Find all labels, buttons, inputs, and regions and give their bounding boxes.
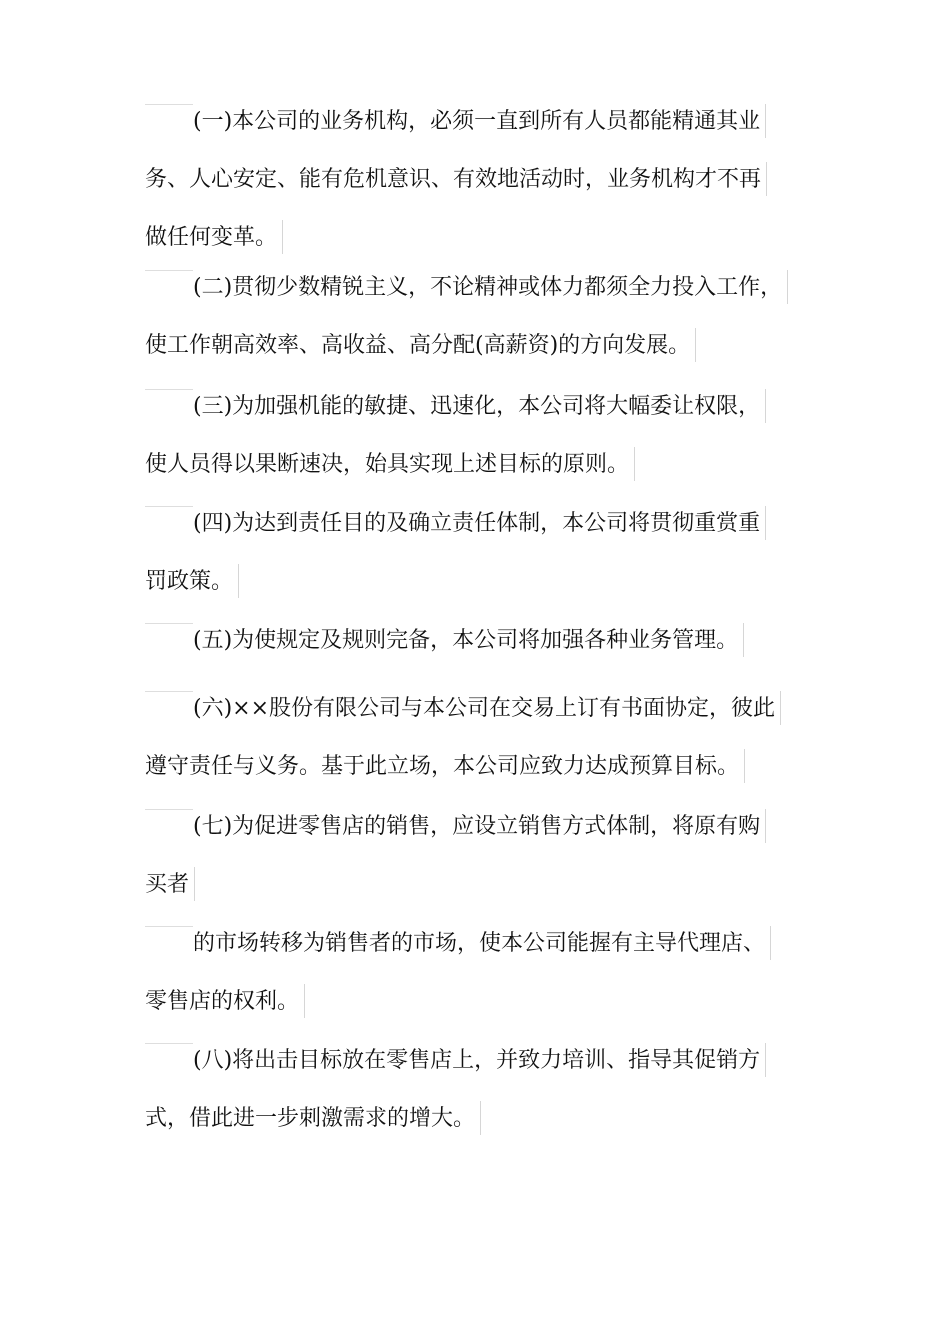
paragraph-2 bbox=[145, 274, 807, 390]
text-line bbox=[145, 510, 807, 568]
text-line bbox=[145, 988, 807, 1046]
paragraph-9 bbox=[145, 1047, 807, 1163]
line-text: (一)本公司的业务机构，必须一直到所有人员都能精通其业 bbox=[193, 108, 766, 136]
text-line bbox=[145, 695, 807, 753]
line-text: (五)为使规定及规则完备，本公司将加强各种业务管理。 bbox=[193, 627, 744, 655]
text-line bbox=[145, 332, 807, 390]
line-text: (七)为促进零售店的销售，应设立销售方式体制，将原有购 bbox=[193, 813, 766, 841]
text-line bbox=[145, 1047, 807, 1105]
line-text: 的市场转移为销售者的市场，使本公司能握有主导代理店、 bbox=[193, 930, 771, 958]
text-line bbox=[145, 627, 807, 685]
line-text: 零售店的权利。 bbox=[145, 988, 305, 1016]
paragraph-7 bbox=[145, 813, 807, 929]
text-line bbox=[145, 753, 807, 811]
line-text: 买者 bbox=[145, 871, 195, 899]
line-text: (四)为达到责任目的及确立责任体制，本公司将贯彻重赏重 bbox=[193, 510, 766, 538]
line-text: 式，借此进一步刺激需求的增大。 bbox=[145, 1105, 481, 1133]
line-text: (三)为加强机能的敏捷、迅速化，本公司将大幅委让权限， bbox=[193, 393, 766, 421]
text-line bbox=[145, 451, 807, 509]
line-text: 罚政策。 bbox=[145, 568, 239, 596]
paragraph-4 bbox=[145, 510, 807, 626]
text-line bbox=[145, 568, 807, 626]
paragraph-8 bbox=[145, 930, 807, 1046]
text-line bbox=[145, 813, 807, 871]
text-line bbox=[145, 108, 807, 166]
line-text: 遵守责任与义务。基于此立场，本公司应致力达成预算目标。 bbox=[145, 753, 745, 781]
paragraph-3 bbox=[145, 393, 807, 509]
text-line bbox=[145, 930, 807, 988]
line-text: 使工作朝高效率、高收益、高分配(高薪资)的方向发展。 bbox=[145, 332, 696, 360]
text-line bbox=[145, 166, 807, 224]
line-text: (六)××股份有限公司与本公司在交易上订有书面协定，彼此 bbox=[193, 695, 781, 723]
line-text: (二)贯彻少数精锐主义，不论精神或体力都须全力投入工作， bbox=[193, 274, 788, 302]
paragraph-5 bbox=[145, 627, 807, 685]
line-text: 做任何变革。 bbox=[145, 224, 283, 252]
text-line bbox=[145, 871, 807, 929]
text-line bbox=[145, 274, 807, 332]
line-text: 使人员得以果断速决，始具实现上述目标的原则。 bbox=[145, 451, 635, 479]
paragraph-6 bbox=[145, 695, 807, 811]
line-text: (八)将出击目标放在零售店上，并致力培训、指导其促销方 bbox=[193, 1047, 766, 1075]
line-text: 务、人心安定、能有危机意识、有效地活动时，业务机构才不再 bbox=[145, 166, 767, 194]
text-line bbox=[145, 393, 807, 451]
text-line bbox=[145, 1105, 807, 1163]
paragraph-1 bbox=[145, 108, 807, 282]
